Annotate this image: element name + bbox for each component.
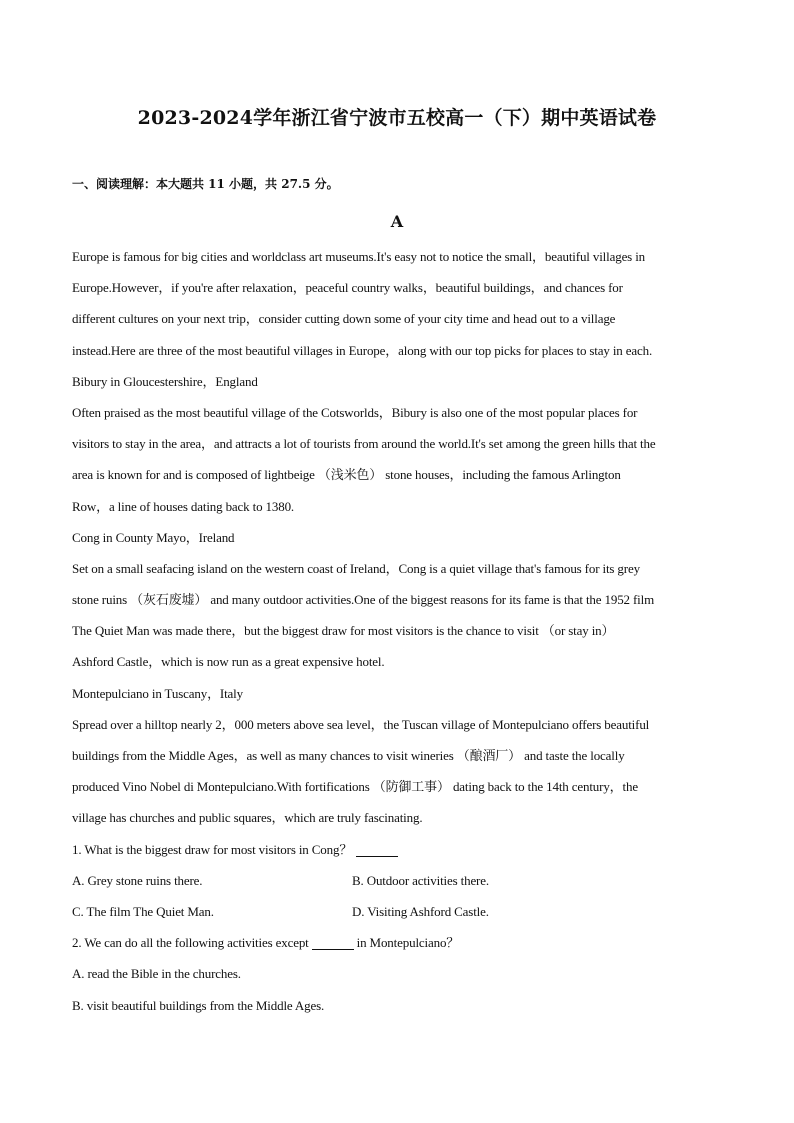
passage-line: Europe is famous for big cities and worldclass art museums.It's easy not to notice the small，beautiful villages in [72, 249, 646, 264]
question-1-option-b: B. Outdoor activities there. [352, 872, 489, 888]
passage-subheading: Cong in County Mayo，Ireland [72, 529, 235, 545]
passage-line: Often praised as the most beautiful village of the Cotsworlds，Bibury is also one of the most popular places for [72, 404, 638, 420]
question-2-stem [72, 927, 722, 958]
question-1-option-a: A. Grey stone ruins there. [72, 872, 203, 888]
answer-blank [356, 842, 398, 857]
passage-line: instead.Here are three of the most beautiful villages in Europe，along with our top picks for places to stay in each. [72, 342, 653, 358]
page-title: 2023-2024学年浙江省宁波市五校高一（下）期中英语试卷 [137, 107, 657, 129]
passage-line: village has churches and public squares，which are truly fascinating. [72, 810, 423, 826]
question-2-text-after: in Montepulciano？ [356, 935, 460, 951]
question-1-stem [72, 834, 722, 865]
passage-line: The Quiet Man was made there，but the biggest draw for most visitors is the chance to visit （or stay in） [72, 623, 615, 639]
passage-line: Ashford Castle，which is now run as a great expensive hotel. [72, 654, 385, 670]
passage-line: buildings from the Middle Ages，as well as many chances to visit wineries （酿酒厂） and taste the locally [72, 748, 625, 763]
passage-line: Europe.However，if you're after relaxation，peaceful country walks，beautiful buildings，and chances for [72, 280, 623, 296]
question-1-options-row-1 [72, 865, 722, 896]
question-1-option-d: D. Visiting Ashford Castle. [352, 903, 489, 919]
passage-line: produced Vino Nobel di Montepulciano.With fortifications （防御工事） dating back to the 14th century，the [72, 779, 638, 795]
passage-line: Spread over a hilltop nearly 2，000 meters above sea level，the Tuscan village of Montepulciano offers beautiful [72, 716, 650, 732]
question-2-text-before: 2. We can do all the following activities except [72, 935, 309, 951]
question-1-options-row-2 [72, 896, 722, 927]
passage-line: visitors to stay in the area，and attracts a lot of tourists from around the world.It's set among the green hills that the [72, 436, 656, 452]
passage-body [72, 241, 722, 1021]
question-2-option-b: B. visit beautiful buildings from the Middle Ages. [72, 997, 325, 1013]
passage-line: Row，a line of houses dating back to 1380. [72, 498, 295, 514]
question-2-option-a: A. read the Bible in the churches. [72, 966, 241, 982]
passage-line: area is known for and is composed of lightbeige （浅米色） stone houses，including the famous Arlington [72, 467, 621, 483]
question-1-text: 1. What is the biggest draw for most visitors in Cong？ [72, 841, 353, 857]
passage-subheading: Bibury in Gloucestershire，England [72, 373, 258, 389]
passage-label: A [390, 212, 404, 231]
passage-subheading: Montepulciano in Tuscany，Italy [72, 685, 243, 701]
passage-line: different cultures on your next trip，consider cutting down some of your city time and head out to a village [72, 311, 616, 327]
question-1-option-c: C. The film The Quiet Man. [72, 903, 214, 919]
passage-line: Set on a small seafacing island on the western coast of Ireland，Cong is a quiet village that's famous for its grey [72, 560, 640, 576]
section-heading: 一、阅读理解：本大题共 11 小题，共 27.5 分。 [72, 177, 339, 191]
answer-blank [312, 935, 354, 950]
passage-line: stone ruins （灰石废墟） and many outdoor activities.One of the biggest reasons for its fame is that the 1952 film [72, 592, 655, 608]
